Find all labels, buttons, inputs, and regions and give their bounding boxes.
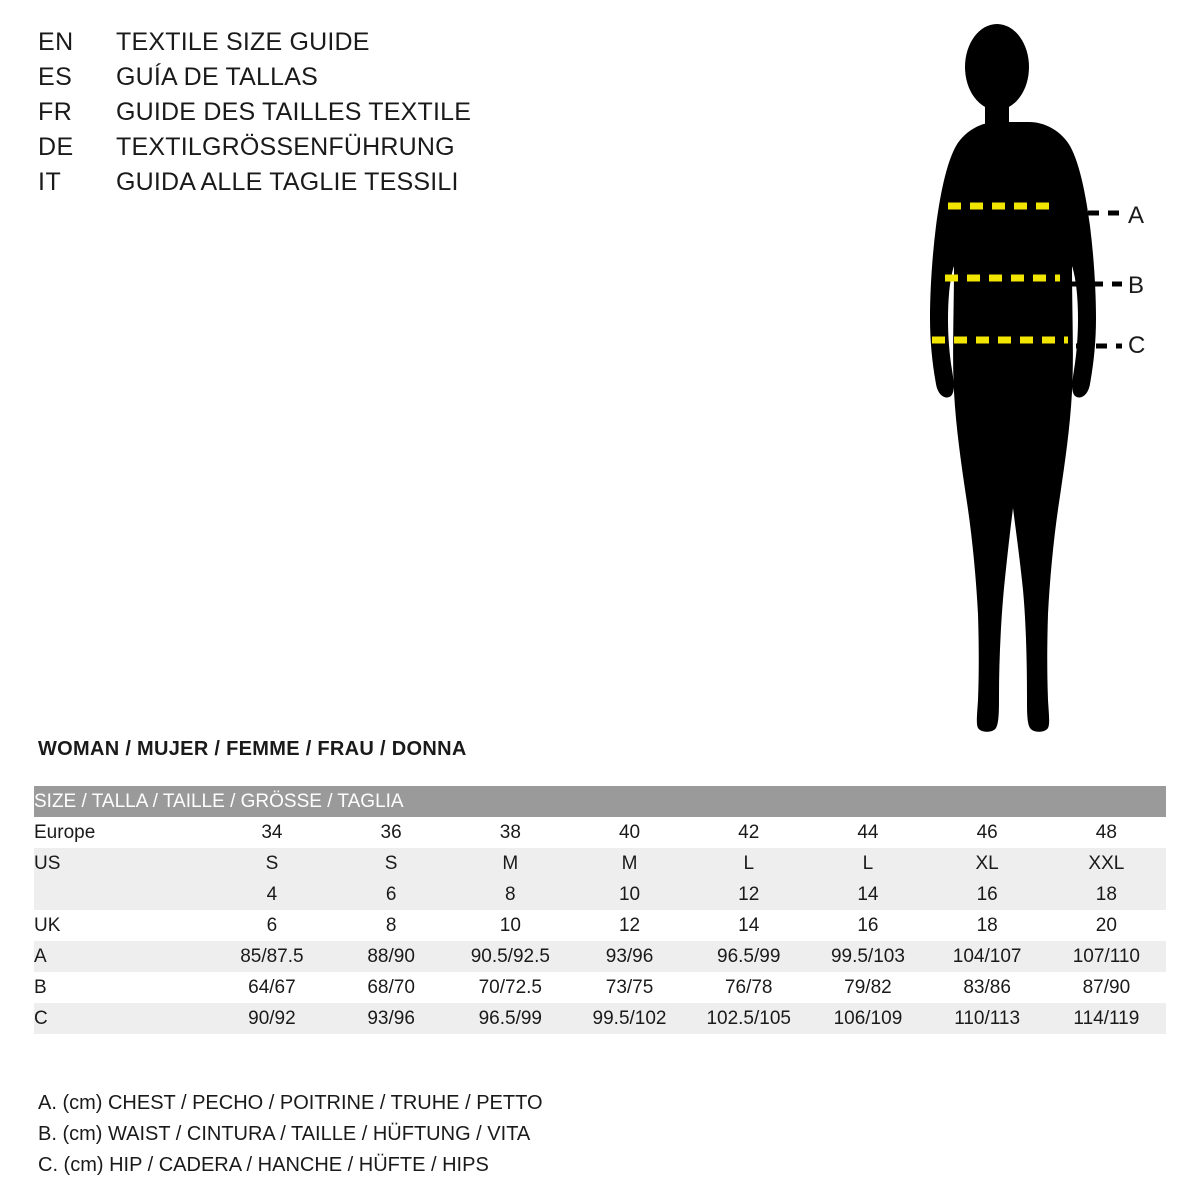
table-cell: 4 (212, 879, 331, 910)
language-code: EN (38, 28, 74, 56)
table-cell: 110/113 (928, 1003, 1047, 1034)
table-row (34, 972, 1166, 1003)
table-cell: 64/67 (212, 972, 331, 1003)
language-title-block (38, 28, 798, 203)
table-header-row (34, 786, 1166, 817)
language-code: IT (38, 168, 62, 196)
table-cell: 87/90 (1047, 972, 1166, 1003)
language-row (38, 28, 798, 63)
measurement-legend (38, 1088, 543, 1181)
table-cell: 42 (689, 817, 808, 848)
table-cell: 46 (928, 817, 1047, 848)
table-cell: L (808, 848, 927, 879)
table-cell: 70/72.5 (451, 972, 570, 1003)
table-cell: 90/92 (212, 1003, 331, 1034)
marker-label-a: A (1128, 202, 1145, 229)
table-cell: S (212, 848, 331, 879)
language-code: ES (38, 63, 73, 91)
table-cell: 16 (808, 910, 927, 941)
table-cell: 14 (689, 910, 808, 941)
table-cell: 79/82 (808, 972, 927, 1003)
body-figure (860, 10, 1190, 750)
table-cell: 16 (928, 879, 1047, 910)
marker-label-b: B (1128, 272, 1145, 299)
table-cell: 20 (1047, 910, 1166, 941)
table-cell: 90.5/92.5 (451, 941, 570, 972)
row-label: A (34, 941, 212, 972)
table-cell: 38 (451, 817, 570, 848)
language-code: DE (38, 133, 74, 161)
table-cell: 93/96 (570, 941, 689, 972)
table-cell: 114/119 (1047, 1003, 1166, 1034)
table-row (34, 941, 1166, 972)
table-cell: 18 (1047, 879, 1166, 910)
table-cell: M (451, 848, 570, 879)
table-cell: 99.5/102 (570, 1003, 689, 1034)
table-cell: 88/90 (332, 941, 451, 972)
table-cell: 73/75 (570, 972, 689, 1003)
table-cell: 48 (1047, 817, 1166, 848)
size-table (34, 786, 1166, 1034)
table-cell: 93/96 (332, 1003, 451, 1034)
table-cell: 104/107 (928, 941, 1047, 972)
table-cell: 12 (689, 879, 808, 910)
language-code: FR (38, 98, 73, 126)
table-cell: L (689, 848, 808, 879)
language-row (38, 63, 798, 98)
row-label (34, 879, 212, 910)
language-row (38, 168, 798, 203)
table-cell: 76/78 (689, 972, 808, 1003)
table-cell: 8 (451, 879, 570, 910)
table-cell: 6 (212, 910, 331, 941)
table-row (34, 1003, 1166, 1034)
table-cell: 36 (332, 817, 451, 848)
table-cell: 10 (570, 879, 689, 910)
table-cell: M (570, 848, 689, 879)
table-cell: 40 (570, 817, 689, 848)
table-cell: 99.5/103 (808, 941, 927, 972)
row-label: UK (34, 910, 212, 941)
table-cell: 10 (451, 910, 570, 941)
table-cell: 83/86 (928, 972, 1047, 1003)
female-silhouette-icon (860, 10, 1190, 750)
table-cell: XL (928, 848, 1047, 879)
table-cell: XXL (1047, 848, 1166, 879)
table-cell: 102.5/105 (689, 1003, 808, 1034)
table-cell: 107/110 (1047, 941, 1166, 972)
table-cell: 12 (570, 910, 689, 941)
table-row (34, 910, 1166, 941)
language-title: GUÍA DE TALLAS (116, 63, 318, 91)
row-label: C (34, 1003, 212, 1034)
table-cell: S (332, 848, 451, 879)
table-cell: 68/70 (332, 972, 451, 1003)
table-row (34, 848, 1166, 879)
row-label: B (34, 972, 212, 1003)
table-cell: 96.5/99 (451, 1003, 570, 1034)
row-label: US (34, 848, 212, 879)
marker-label-c: C (1128, 332, 1146, 359)
legend-item-waist: B. (cm) WAIST / CINTURA / TAILLE / HÜFTUNG / VITA (38, 1123, 531, 1145)
table-cell: 34 (212, 817, 331, 848)
table-cell: 96.5/99 (689, 941, 808, 972)
table-cell: 8 (332, 910, 451, 941)
row-label: Europe (34, 817, 212, 848)
language-title: TEXTILGRÖSSENFÜHRUNG (116, 133, 455, 161)
table-cell: 85/87.5 (212, 941, 331, 972)
table-cell: 44 (808, 817, 927, 848)
table-header-label: SIZE / TALLA / TAILLE / GRÖSSE / TAGLIA (34, 786, 1166, 817)
table-cell: 18 (928, 910, 1047, 941)
table-cell: 6 (332, 879, 451, 910)
legend-item-hip: C. (cm) HIP / CADERA / HANCHE / HÜFTE / HIPS (38, 1154, 489, 1176)
table-cell: 106/109 (808, 1003, 927, 1034)
language-title: GUIDA ALLE TAGLIE TESSILI (116, 168, 459, 196)
language-title: TEXTILE SIZE GUIDE (116, 28, 370, 56)
language-title: GUIDE DES TAILLES TEXTILE (116, 98, 472, 126)
legend-item-chest: A. (cm) CHEST / PECHO / POITRINE / TRUHE / PETTO (38, 1092, 543, 1114)
table-cell: 14 (808, 879, 927, 910)
table-row (34, 879, 1166, 910)
language-row (38, 98, 798, 133)
table-row (34, 817, 1166, 848)
section-title: WOMAN / MUJER / FEMME / FRAU / DONNA (38, 738, 467, 760)
language-row (38, 133, 798, 168)
